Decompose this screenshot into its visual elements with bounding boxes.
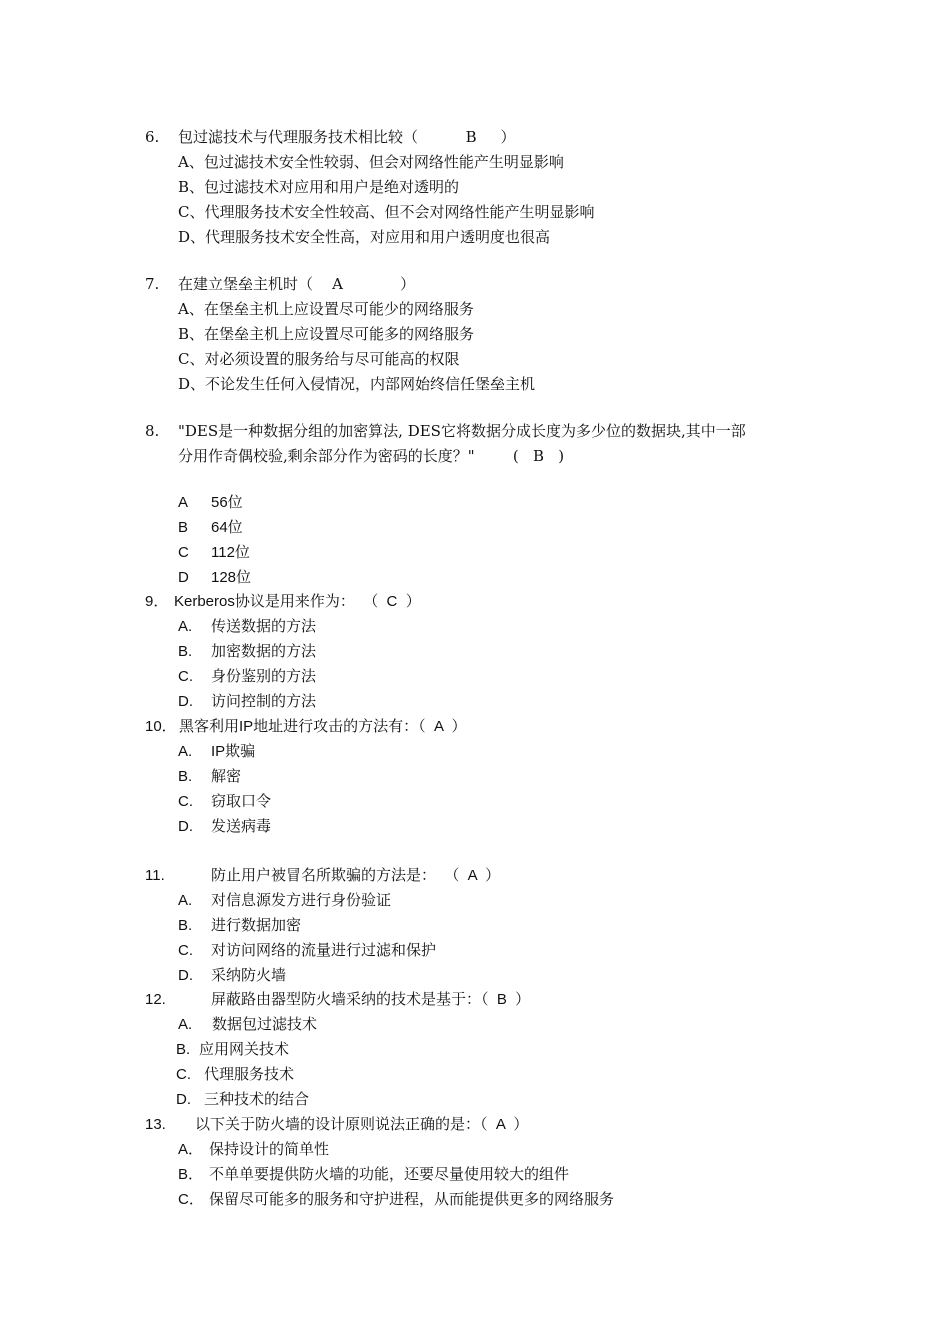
question-8-option-d: 128位 (211, 569, 252, 586)
question-13-option-c: 保留尽可能多的服务和守护进程，从而能提供更多的网络服务 (209, 1191, 615, 1208)
question-6-option-a: A、包过滤技术安全性较弱、但会对网络性能产生明显影响 (178, 153, 564, 171)
question-11-option-d-letter: D. (178, 967, 193, 984)
question-10-number: 10． (145, 718, 177, 735)
question-11-option-c-letter: C. (178, 942, 193, 959)
question-8-option-c: 112位 (211, 544, 250, 561)
question-8-number: 8. (145, 422, 160, 440)
question-9-stem: Kerberos协议是用来作为： （ C ） (174, 593, 421, 610)
question-9-option-a-letter: A. (178, 618, 193, 635)
question-7-stem: 在建立堡垒主机时（ A ） (178, 275, 416, 293)
question-9-option-d-letter: D. (178, 693, 193, 710)
question-11-option-c: 对访问网络的流量进行过滤和保护 (211, 942, 437, 959)
question-10-stem: 黑客利用IP地址进行攻击的方法有：（ A ） (179, 718, 467, 735)
question-7-option-c: C、对必须设置的服务给与尽可能高的权限 (178, 350, 460, 368)
question-6-option-d: D、代理服务技术安全性高，对应用和用户透明度也很高 (178, 228, 551, 246)
question-12-option-d-letter: D. (176, 1091, 191, 1108)
question-11-option-a: 对信息源发方进行身份验证 (211, 892, 392, 909)
question-9-option-d: 访问控制的方法 (211, 693, 317, 710)
question-13-option-a-letter: A． (178, 1141, 204, 1158)
question-12-option-c: 代理服务技术 (204, 1066, 295, 1083)
question-11-option-a-letter: A. (178, 892, 193, 909)
question-8-option-b: 64位 (211, 519, 243, 536)
question-13-number: 13. (145, 1116, 166, 1133)
question-8-stem-continued: 分用作奇偶校验,剩余部分作为密码的长度？" ( B ) (178, 447, 565, 465)
question-13-stem: 以下关于防火墙的设计原则说法正确的是：（ A ） (195, 1116, 529, 1133)
question-10-option-c: 窃取口令 (211, 793, 272, 810)
question-13-option-b-letter: B． (178, 1166, 204, 1183)
question-12-option-c-letter: C. (176, 1066, 191, 1083)
question-10-option-c-letter: C. (178, 793, 193, 810)
question-11-option-b-letter: B. (178, 917, 193, 934)
question-13-option-b: 不单单要提供防火墙的功能，还要尽量使用较大的组件 (209, 1166, 570, 1183)
question-10-option-d-letter: D. (178, 818, 193, 835)
question-7-number: 7. (145, 275, 160, 293)
question-7-option-b: B、在堡垒主机上应设置尽可能多的网络服务 (178, 325, 475, 343)
question-7-option-d: D、不论发生任何入侵情况，内部网始终信任堡垒主机 (178, 375, 536, 393)
question-12-number: 12. (145, 991, 166, 1008)
question-10-option-a-letter: A. (178, 743, 193, 760)
question-12-option-a: 数据包过滤技术 (212, 1016, 318, 1033)
question-8-option-a-letter: A (178, 494, 189, 511)
question-9-option-c-letter: C. (178, 668, 193, 685)
question-6-number: 6. (145, 128, 160, 146)
question-9-option-b: 加密数据的方法 (211, 643, 317, 660)
question-7-option-a: A、在堡垒主机上应设置尽可能少的网络服务 (178, 300, 474, 318)
question-9-option-c: 身份鉴别的方法 (211, 668, 317, 685)
question-9-number: 9． (145, 593, 169, 610)
question-8-option-a: 56位 (211, 494, 243, 511)
question-8-option-d-letter: D (178, 569, 189, 586)
question-10-option-d: 发送病毒 (211, 818, 272, 835)
question-8-option-c-letter: C (178, 544, 189, 561)
question-12-option-b-letter: B. (176, 1041, 191, 1058)
question-12-stem: 屏蔽路由器型防火墙采纳的技术是基于：（ B ） (211, 991, 531, 1008)
question-9-option-a: 传送数据的方法 (211, 618, 317, 635)
question-13-option-a: 保持设计的简单性 (209, 1141, 330, 1158)
question-11-option-b: 进行数据加密 (211, 917, 302, 934)
question-10-option-a: IP欺骗 (211, 743, 256, 760)
question-12-option-a-letter: A. (178, 1016, 193, 1033)
question-10-option-b-letter: B. (178, 768, 193, 785)
question-6-option-b: B、包过滤技术对应用和用户是绝对透明的 (178, 178, 460, 196)
question-6-stem: 包过滤技术与代理服务技术相比较（ B ） (178, 128, 516, 146)
question-11-number: 11. (145, 867, 165, 884)
question-8-stem: "DES是一种数据分组的加密算法, DES它将数据分成长度为多少位的数据块,其中一部 (178, 422, 746, 440)
question-11-stem: 防止用户被冒名所欺骗的方法是： （ A ） (211, 867, 501, 884)
question-13-option-c-letter: C． (178, 1191, 204, 1208)
question-12-option-d: 三种技术的结合 (204, 1091, 310, 1108)
question-9-option-b-letter: B. (178, 643, 193, 660)
question-6-option-c: C、代理服务技术安全性较高、但不会对网络性能产生明显影响 (178, 203, 595, 221)
question-12-option-b: 应用网关技术 (199, 1041, 290, 1058)
question-8-option-b-letter: B (178, 519, 189, 536)
question-10-option-b: 解密 (211, 768, 242, 785)
question-11-option-d: 采纳防火墙 (211, 967, 287, 984)
